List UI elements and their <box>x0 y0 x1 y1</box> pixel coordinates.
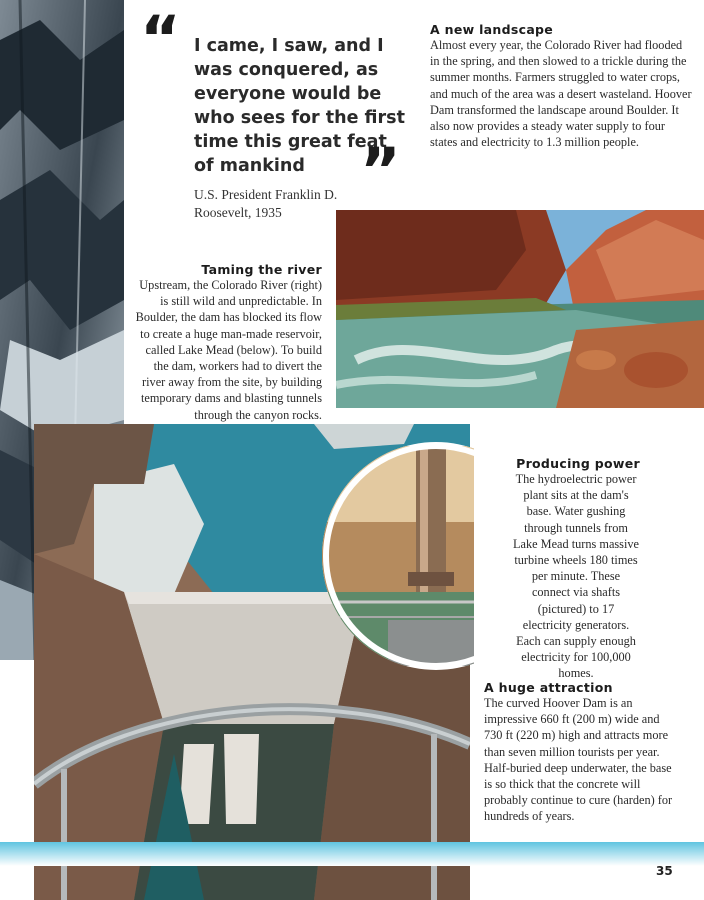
section-heading: Producing power <box>516 456 640 471</box>
footer-band <box>0 842 704 866</box>
section-body: Almost every year, the Colorado River had flooded in the spring, and then slowed to a trickle during the summer months. Farmers struggled to water crops, and much of the area was a desert wasteland. Hoover Dam transformed the landscape around Boulder. It also now provides a steady water supply to four states and electricity to 1.3 million people. <box>430 38 692 150</box>
page-number: 35 <box>656 864 673 878</box>
quote-attribution: U.S. President Franklin D. Roosevelt, 1935 <box>194 187 338 220</box>
colorado-river-photo <box>336 210 704 408</box>
section-producing-power <box>512 456 640 682</box>
section-taming-river <box>134 262 322 423</box>
section-heading: A new landscape <box>430 22 554 37</box>
section-body: The curved Hoover Dam is an impressive 660 ft (200 m) wide and 730 ft (220 m) high and attracts more than seven million tourists per year. Half-buried deep underwater, the base is so thick that the concrete will probably continue to cure (harden) for hundreds of years. <box>484 696 673 824</box>
turbine-shaft-photo <box>318 442 474 670</box>
close-quote-mark: ” <box>360 134 397 207</box>
section-body: Upstream, the Colorado River (right) is still wild and unpredictable. In Boulder, the dam has blocked its flow to create a huge man-made reservoir, called Lake Mead (below). To build the dam, workers had to divert the river away from the site, by building temporary dams and blasting tunnels through the canyon rocks. <box>135 278 322 422</box>
open-quote-mark: “ <box>140 2 177 75</box>
section-huge-attraction <box>484 680 674 825</box>
section-body: The hydroelectric power plant sits at the dam's base. Water gushing through tunnels from Lake Mead turns massive turbine wheels 180 times per minute. These connect via shafts (pictured) to 17 electricity generators. Each can supply enough electricity for 100,000 homes. <box>512 472 639 681</box>
section-heading: Taming the river <box>201 262 322 277</box>
section-heading: A huge attraction <box>484 680 613 695</box>
section-new-landscape <box>430 22 692 150</box>
quote-text: I came, I saw, and I was conquered, as everyone would be who sees for the first time this great feat of mankind <box>194 36 405 176</box>
